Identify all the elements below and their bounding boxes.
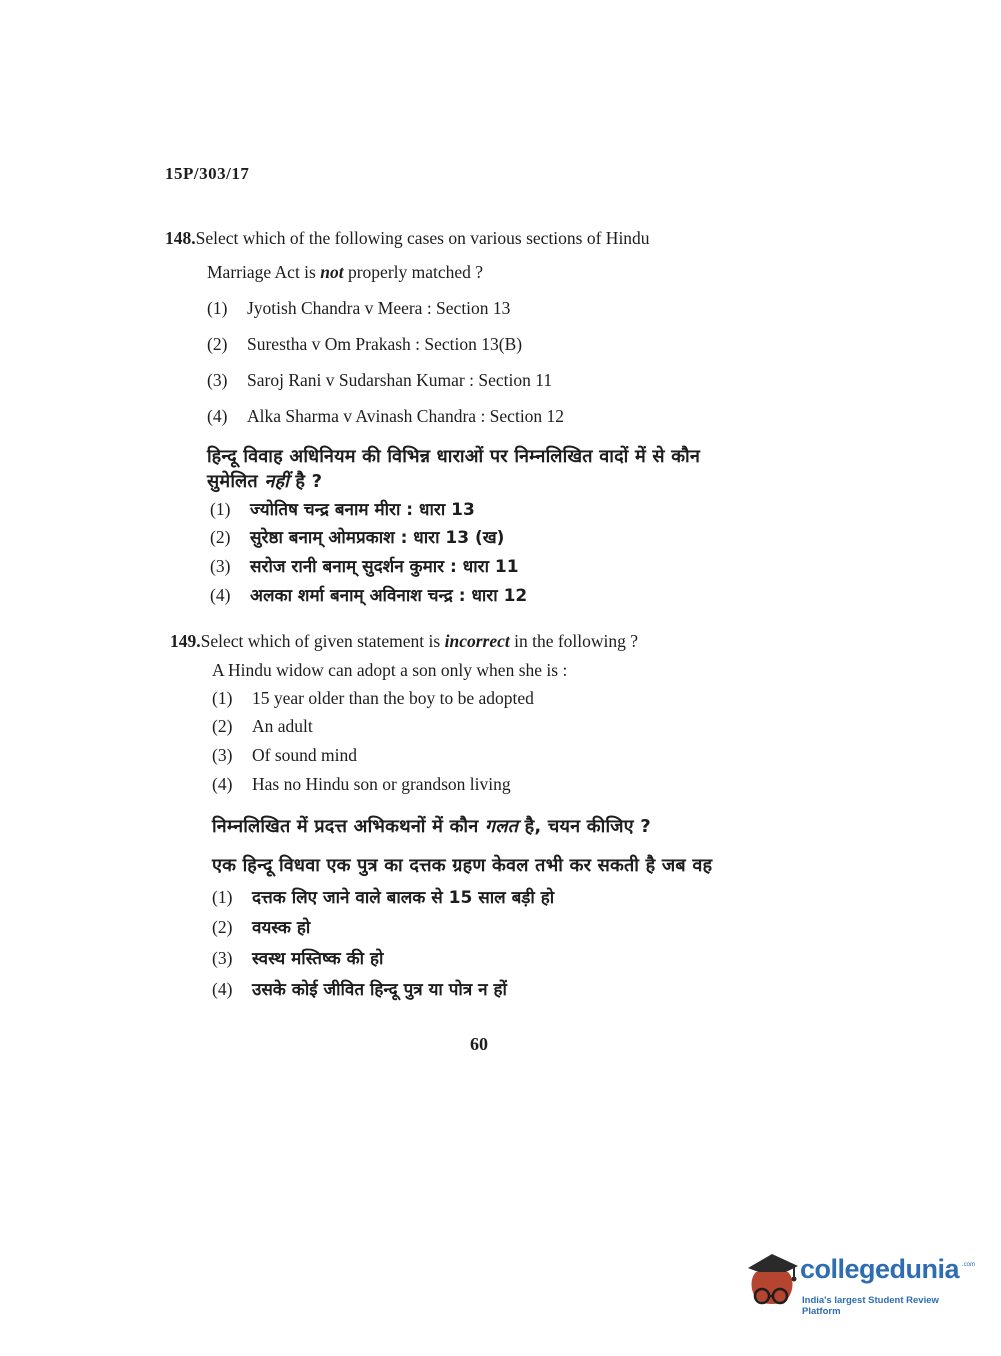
question-text: in the following ?: [509, 631, 639, 651]
hindi-option-4: [210, 583, 527, 606]
option-number: (2): [212, 716, 233, 736]
hindi-option-1: [212, 885, 554, 908]
option-number: (2): [207, 334, 228, 354]
option-number: (4): [210, 585, 231, 605]
option-text: 15 year older than the boy to be adopted: [252, 688, 534, 708]
mascot-icon: [742, 1248, 802, 1318]
hindi-option-3: [210, 554, 519, 577]
option-text: Alka Sharma v Avinash Chandra : Section 12: [247, 406, 565, 426]
stem-text: Marriage Act is: [207, 262, 321, 282]
brand-tagline: India's largest Student Review Platform: [802, 1295, 939, 1317]
question-148-stem-line2: [207, 262, 483, 283]
option-number: (3): [212, 948, 233, 968]
hindi-option-4: [212, 977, 507, 1000]
option-number: (4): [212, 774, 233, 794]
option-number: (1): [212, 688, 233, 708]
option-number: (3): [210, 556, 231, 576]
option-text: अलका शर्मा बनाम् अविनाश चन्द्र : धारा 12: [250, 586, 528, 606]
option-text: उसके कोई जीवित हिन्दू पुत्र या पोत्र न हों: [252, 980, 507, 1000]
emphasis-text: नहीं: [264, 471, 289, 492]
option-text: Surestha v Om Prakash : Section 13(B): [247, 334, 523, 354]
option-3: [207, 370, 552, 391]
option-text: Jyotish Chandra v Meera : Section 13: [247, 298, 511, 318]
question-149-stem-line2: A Hindu widow can adopt a son only when she is :: [212, 660, 568, 680]
stem-text: है ?: [288, 471, 323, 492]
option-number: (3): [207, 370, 228, 390]
option-3: [212, 745, 357, 766]
option-1: [212, 688, 534, 709]
question-148-hindi-stem: हिन्दू विवाह अधिनियम की विभिन्न धाराओं पर निम्नलिखित वादों में से कौन: [207, 446, 701, 467]
brand-name: collegedunia: [800, 1254, 960, 1284]
emphasis-text: incorrect: [444, 631, 510, 651]
option-number: (1): [210, 499, 231, 519]
stem-text: सुमेलित: [207, 471, 265, 492]
option-2: [212, 716, 313, 737]
option-text: ज्योतिष चन्द्र बनाम मीरा : धारा 13: [250, 500, 475, 520]
brand-suffix: .com: [962, 1262, 976, 1268]
question-148-stem: [165, 230, 650, 248]
hindi-option-1: [210, 497, 475, 520]
emphasis-text: गलत: [484, 816, 519, 837]
option-4: [212, 774, 511, 795]
option-text: दत्तक लिए जाने वाले बालक से 15 साल बड़ी हो: [252, 888, 555, 908]
option-number: (2): [210, 527, 231, 547]
option-number: (4): [207, 406, 228, 426]
question-149-stem: [170, 633, 638, 651]
collegedunia-logo: [742, 1248, 976, 1318]
stem-text: properly matched ?: [343, 262, 484, 282]
paper-code: 15P/303/17: [165, 164, 250, 183]
option-number: (1): [207, 298, 228, 318]
option-number: (3): [212, 745, 233, 765]
stem-text: है, चयन कीजिए ?: [518, 816, 651, 837]
option-1: [207, 298, 510, 319]
hindi-option-3: [212, 946, 383, 969]
question-number: 148.: [165, 228, 196, 248]
question-number: 149.: [170, 631, 201, 651]
option-text: An adult: [252, 716, 313, 736]
question-149-hindi-stem-line2: एक हिन्दू विधवा एक पुत्र का दत्तक ग्रहण केवल तभी कर सकती है जब वह: [212, 855, 713, 876]
option-text: सरोज रानी बनाम् सुदर्शन कुमार : धारा 11: [250, 557, 519, 577]
hindi-option-2: [212, 915, 310, 938]
option-text: Of sound mind: [252, 745, 357, 765]
question-text: Select which of given statement is: [200, 631, 445, 651]
option-text: Has no Hindu son or grandson living: [252, 774, 511, 794]
option-number: (2): [212, 917, 233, 937]
option-text: स्वस्थ मस्तिष्क की हो: [252, 949, 384, 969]
stem-text: निम्नलिखित में प्रदत्त अभिकथनों में कौन: [212, 816, 485, 837]
hindi-option-2: [210, 525, 504, 548]
question-text: Select which of the following cases on various sections of Hindu: [195, 228, 650, 248]
option-text: Saroj Rani v Sudarshan Kumar : Section 11: [247, 370, 553, 390]
question-148-hindi-stem-line2: [207, 469, 322, 493]
option-number: (4): [212, 979, 233, 999]
question-149-hindi-stem: [212, 814, 651, 838]
option-number: (1): [212, 887, 233, 907]
option-text: सुरेष्ठा बनाम् ओमप्रकाश : धारा 13 (ख): [250, 528, 505, 548]
page-number: 60: [470, 1034, 488, 1054]
option-text: वयस्क हो: [252, 918, 311, 938]
emphasis-text: not: [320, 262, 344, 282]
option-2: [207, 334, 522, 355]
option-4: [207, 406, 564, 427]
